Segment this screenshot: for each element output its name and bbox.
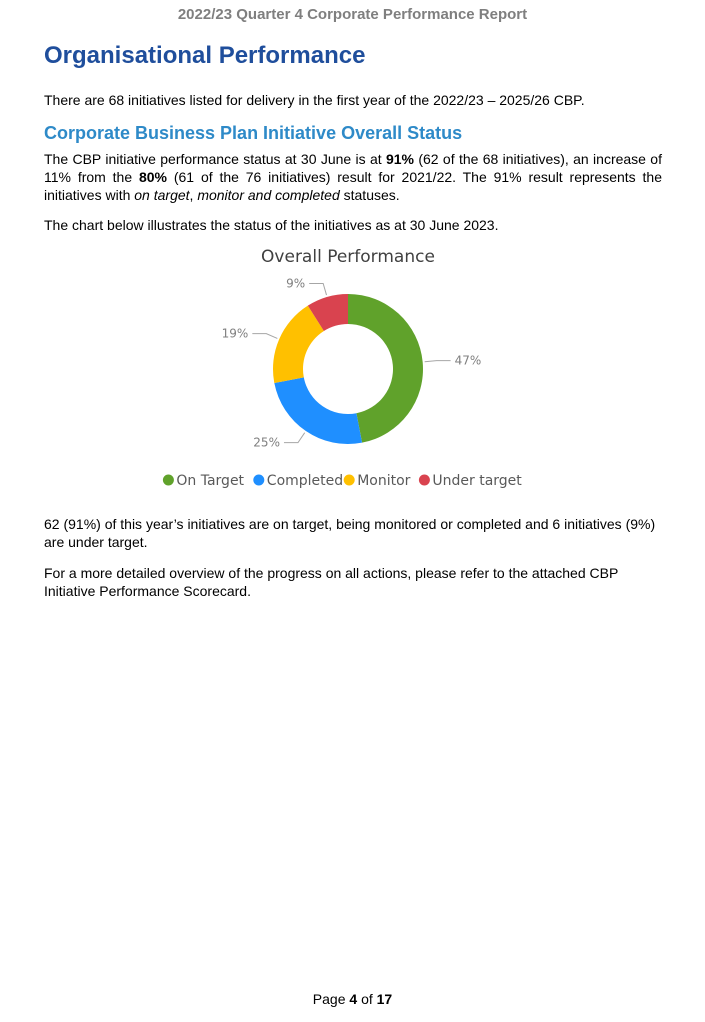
legend-label: Monitor [357, 473, 411, 489]
slice-completed [274, 377, 362, 444]
slice-on-target [348, 294, 423, 443]
leader-line [284, 433, 305, 443]
leader-line [309, 284, 326, 296]
summary-paragraph: 62 (91%) of this year’s initiatives are on target, being monitored or completed and 6 initiatives (9%) are under target. [44, 516, 656, 550]
legend-swatch [419, 475, 430, 486]
donut-chart-svg [160, 240, 540, 500]
page-title: Organisational Performance [44, 42, 366, 69]
data-label: 19% [221, 326, 249, 341]
legend-swatch [344, 475, 355, 486]
running-header: 2022/23 Quarter 4 Corporate Performance Report [177, 6, 528, 23]
legend-label: Under target [432, 473, 522, 489]
section-subtitle: Corporate Business Plan Initiative Overall Status [44, 123, 463, 143]
status-previous-percent: 80% [138, 169, 168, 185]
data-label: 9% [286, 276, 306, 291]
closing-paragraph: For a more detailed overview of the progress on all actions, please refer to the attached CBP Initiative Performance Scorecard. [44, 565, 619, 599]
page-total: 17 [376, 991, 393, 1007]
chart-title: Overall Performance [261, 247, 435, 267]
legend-swatch [253, 475, 264, 486]
legend-label: Completed [266, 473, 344, 489]
legend-swatch [163, 475, 174, 486]
intro-paragraph: There are 68 initiatives listed for delivery in the first year of the 2022/23 – 2025/26 CBP. [44, 92, 585, 108]
leader-line [252, 334, 277, 339]
leader-line [425, 361, 451, 362]
legend-label: On Target [176, 473, 245, 489]
data-label: 25% [253, 435, 280, 450]
status-paragraph: The CBP initiative performance status at 30 June is at 91% (62 of the 68 initiatives), an increase of 11% from the 80% (61 of the 76 initiatives) result for 2021/22. The 91% result represents the initiatives with on target, monitor and completed statuses. [44, 151, 662, 203]
data-label: 47% [454, 353, 482, 368]
overall-performance-chart [160, 240, 540, 500]
status-current-percent: 91% [385, 151, 415, 167]
chart-intro-paragraph: The chart below illustrates the status of the initiatives as at 30 June 2023. [44, 217, 499, 233]
page-number: 4 [349, 991, 358, 1007]
page-footer: Page 4 of 17 [312, 991, 393, 1007]
